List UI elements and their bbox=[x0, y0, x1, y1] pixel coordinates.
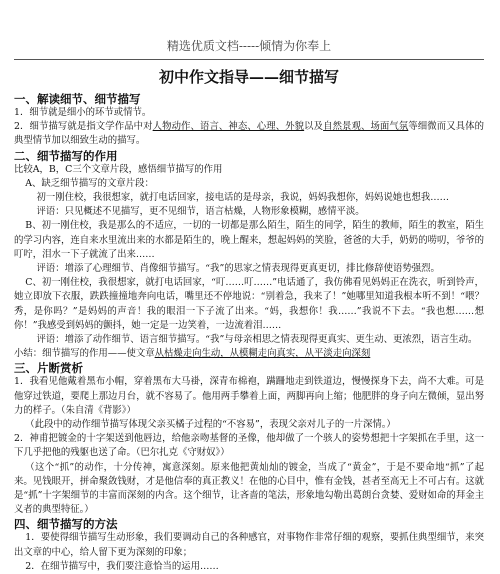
s2-a-comment: 评语：只见概述不见描写，更不见细节，语言枯燥，人物形象模糊，感情平淡。 bbox=[36, 206, 365, 218]
s2-b-text: B、初一刚住校，我是那么的不适应，一切的一切都是那么陌生，陌生的同学，陌生的教师，陌生的教室，陌生的学习内容，连自来水里流出来的水都是陌生的，晚上醒来，想起妈妈的笑脸，爸爸的大手，奶奶的唠叨，爷爷的叮咛，泪水一下子就流了出来…… bbox=[14, 220, 484, 260]
s2-summary-underline: 从枯燥走向生动，从模糊走向真实，从平淡走向深刻 bbox=[154, 348, 371, 360]
s3-paragraph-2-note: （这个“抓”的动作，十分传神，寓意深刻。原来他把黄灿灿的镀金，当成了“黄金”，于是不要命地“抓”了起来。见钱眼开，拼命聚敛钱财，才是他信奉的真正教义！在他的心目中，惟有金钱，甚者至高无上不可占有。这就是“抓”十字架细节的丰富而深刻的内含。这个细节，让吝啬的笔法，形象地勾勒出葛朗台贪婪、爱财如命的拜金主义者的典型特征。） bbox=[14, 461, 484, 516]
s2-b-comment: 评语：增添了心理细节、肖像细节描写。“我”的思家之情表现得更真更切，排比修辞使语势强烈。 bbox=[36, 263, 440, 275]
s2-a-text: 初一刚住校，我很想家，就打电话回家，接电话的是母亲，我说，妈妈我想你，妈妈说她也想我…… bbox=[36, 192, 450, 204]
s1-paragraph-1: 1．细节就是细小的环节或情节。 bbox=[14, 107, 152, 118]
section-1-heading: 一、解读细节、细节描写 bbox=[14, 92, 141, 106]
section-2-heading: 二、细节描写的作用 bbox=[14, 148, 118, 163]
s2-a-label: A、缺乏细节描写的文章片段： bbox=[25, 177, 154, 189]
s2-summary-text: 小结：细节描写的作用——使文章 bbox=[14, 348, 155, 360]
s1-p2-underline-1: 人物动作、语言、神态、心理、外貌 bbox=[152, 121, 305, 133]
s2-c-text: C、初一刚住校，我很想家，就打电话回家，“叮……叮……”电话通了，我仿佛看见妈妈正在洗衣，听到铃声，她立即放下衣服，跌跌撞撞地奔向电话，嘴里还不停地说：“别着急，我来了！”她哪里知道我根本听不到！“喂？秀，是你吗？”是妈妈的声音！我的眼泪一下子流了出来。“妈，我想你！我……”我说不下去。“我也想……想你！”我感受到妈妈的颤抖，她一定是一边笑着，一边流着泪…… bbox=[14, 277, 484, 331]
s3-paragraph-2: 2．神甫把镀金的十字架送到他唇边，给他亲吻基督的圣像，他却做了一个骇人的姿势想把十字架抓在手里，这一下几乎把他的残躯也送了命。（巴尔扎克《守财奴》） bbox=[14, 433, 484, 459]
s1-p2-text-b: 以及 bbox=[304, 121, 324, 133]
s2-c-comment: 评语：增添了动作细节、语言细节描写。“我”与母亲相思之情表现得更真实、更生动、更浓烈，语言生动。 bbox=[36, 334, 478, 346]
page-title: 初中作文指导——细节描写 bbox=[158, 68, 339, 86]
s2-summary bbox=[14, 347, 484, 361]
s3-paragraph-1: 1．我看见他戴着黑布小帽，穿着黑布大马褂，深青布棉袍，蹒跚地走到铁道边，慢慢探身下去，尚不大难。可是他穿过铁道，要爬上那边月台，就不容易了。他用两手攀着上面，两脚再向上缩；他肥胖的身子向左微倾，显出努力的样子。（朱自清《背影》） bbox=[14, 376, 484, 416]
s3-paragraph-1-note: （此段中的动作细节描写体现父亲买橘子过程的“不容易”，表现父亲对儿子的一片深情。） bbox=[25, 419, 396, 431]
header-rule bbox=[14, 59, 484, 60]
section-3-heading: 三、片断赏析 bbox=[14, 361, 83, 376]
header-watermark: 精选优质文档-----倾情为你奉上 bbox=[166, 39, 332, 53]
s1-paragraph-2 bbox=[14, 120, 484, 148]
s2-intro: 比较A，B，C三个文章片段，感悟细节描写的作用 bbox=[14, 163, 223, 175]
s1-p2-text-a: 2．细节描写就是指文学作品中对 bbox=[14, 121, 153, 133]
s1-p2-text-c: 等细微而又具体的典型情节加以细致生动的描写。 bbox=[14, 121, 484, 147]
section-4-heading: 四、细节描写的方法 bbox=[14, 517, 118, 532]
s4-paragraph-2: 2．在细节描写中，我们要注意恰当的运用…… bbox=[25, 560, 219, 572]
s4-paragraph-1: 1．要使得细节描写生动形象，我们要调动自己的各种感官，对事物作非常仔细的观察，要抓住典型细节，来突出文章的中心，给人留下更为深刻的印象； bbox=[14, 532, 484, 558]
s1-p2-underline-2: 自然景观、场面气氛 bbox=[323, 121, 409, 133]
